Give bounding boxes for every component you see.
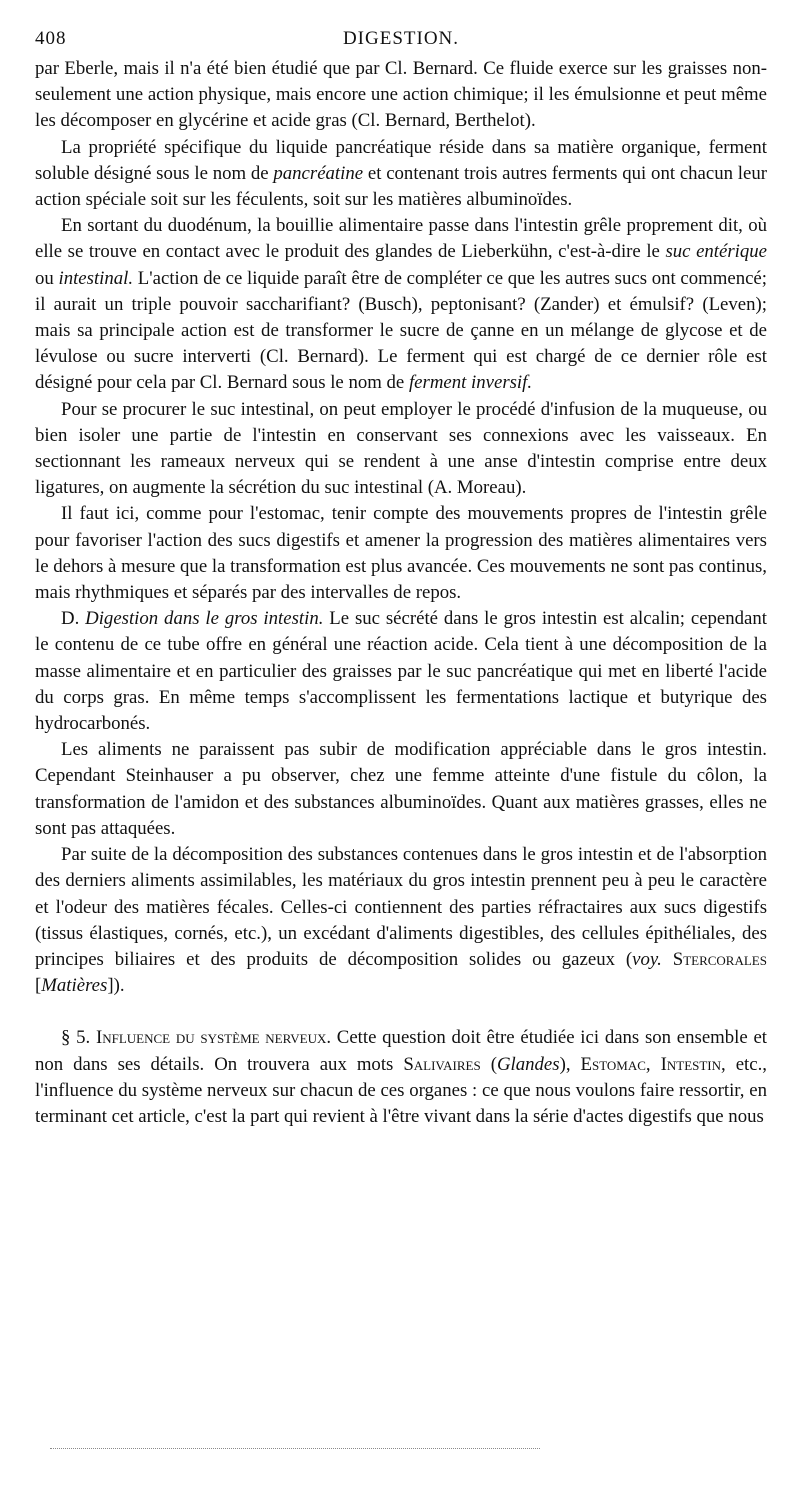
term-ferment-inversif: ferment inversif.	[408, 372, 533, 394]
section-number: § 5.	[61, 1027, 96, 1049]
paragraph-3-text-a: En sortant du duodénum, la bouillie alimentaire passe dans l'intestin grêle proprement dit, où elle se trouve en contact avec le produit des glandes de Lieberkühn, c'est-à-dire le	[35, 215, 767, 263]
term-intestinal: intestinal.	[58, 267, 134, 289]
paragraph-3-text-c: L'action de ce liquide paraît être de compléter ce que les autres sucs ont commencé; il aurait un triple pouvoir saccharifiant? (Busch), peptonisant? (Zander) et émulsif? (Leven); mais sa principale action est de transformer le sucre de çanne en un mélange de glycose et de lévulose ou sucre interverti (Cl. Bernard). Le ferment qui est chargé de ce dernier rôle est désigné pour cela par Cl. Bernard sous le nom de	[35, 267, 767, 394]
paragraph-8-text-b: [	[35, 975, 42, 997]
paragraph-8	[35, 842, 767, 999]
paragraph-7	[35, 737, 767, 842]
cross-ref-matieres: Matières	[41, 975, 108, 997]
section-title: Influence du système nerveux.	[95, 1027, 332, 1049]
cross-ref-stercorales: Stercorales	[661, 948, 767, 970]
subsection-title: Digestion dans le gros intestin.	[85, 608, 324, 630]
paragraph-5-text: Il faut ici, comme pour l'estomac, tenir compte des mouvements propres de l'intestin grêle pour favoriser l'action des sucs digestifs et amener la progression des matières alimentaires vers le dehors à mesure que la transformation est plus avancée. Ces mouvements ne sont pas continus, mais rhythmiques et séparés par des intervalles de repos.	[35, 503, 767, 604]
paragraph-7-text: Les aliments ne paraissent pas subir de modification appréciable dans le gros intestin. Cependant Steinhauser a pu observer, chez une femme atteinte d'une fistule du côlon, la transformation de l'amidon et des substances albuminoïdes. Quant aux matières grasses, elles ne sont pas attaquées.	[35, 739, 767, 839]
paragraph-5	[35, 501, 767, 606]
paragraph-9-text-e: , etc., l'influence du système nerveux sur chacun de ces organes : ce que nous voulons faire ressortir, en terminant cet article, c'est la part qui revient à l'être vivant dans la série d'actes digestifs que nous	[35, 1053, 767, 1127]
paragraph-6-text: Le suc sécrété dans le gros intestin est alcalin; cependant le contenu de ce tube offre en général une réaction acide. Cela tient à une décomposition de la masse alimentaire et en particulier des graisses par le suc pancréatique qui met en liberté l'acide du corps gras. En même temps s'accomplissent les fermentations lactique et butyrique des hydrocarbonés.	[35, 608, 767, 735]
paragraph-2	[35, 135, 767, 214]
term-pancreatine: pancréatine	[273, 162, 364, 184]
paragraph-8-text-c: ]).	[107, 975, 125, 997]
page-number: 408	[35, 28, 67, 49]
paragraph-9-text-d: ,	[645, 1053, 661, 1075]
paragraph-6	[35, 606, 767, 737]
paragraph-2-text-a: La propriété spécifique du liquide pancréatique réside dans sa matière organique, ferment soluble désigné sous le nom de	[35, 136, 767, 184]
abbrev-voy: voy.	[632, 948, 662, 970]
paragraph-1-text: par Eberle, mais il n'a été bien étudié que par Cl. Bernard. Ce fluide exerce sur les graisses non-seulement une action physique, mais encore une action chimique; il les émulsionne et peut même les décomposer en glycérine et acide gras (Cl. Bernard, Berthelot).	[35, 58, 767, 132]
paragraph-2-text-b: et contenant trois autres ferments qui ont chacun leur action spéciale soit sur les féculents, soit sur les matières albuminoïdes.	[35, 162, 767, 211]
running-title: DIGESTION.	[342, 28, 460, 49]
cross-ref-estomac: Estomac	[580, 1053, 646, 1075]
paragraph-9	[35, 1025, 767, 1130]
body-text	[35, 56, 767, 1130]
term-suc-enterique: suc entérique	[665, 241, 767, 263]
paragraph-1	[35, 56, 767, 135]
cross-ref-intestin: Intestin	[660, 1053, 722, 1075]
cross-ref-salivaires: Salivaires	[403, 1053, 481, 1075]
paragraph-3-text-b: ou	[35, 267, 59, 289]
footer-dotted-rule	[50, 1448, 540, 1449]
book-page	[35, 28, 767, 1130]
cross-ref-glandes: Glandes	[496, 1053, 560, 1075]
paragraph-9-text-a: Cette question doit être étudiée ici dans son ensemble et non dans ses détails. On trouvera aux mots	[35, 1027, 768, 1075]
subsection-letter: D.	[61, 608, 86, 630]
paragraph-4-text: Pour se procurer le suc intestinal, on peut employer le procédé d'infusion de la muqueuse, ou bien isoler une partie de l'intestin en conservant ses connexions avec les vaisseaux. En sectionnant les rameaux nerveux qui se rendent à une anse d'intestin comprise entre deux ligatures, on augmente la sécrétion du suc intestinal (A. Moreau).	[35, 398, 767, 499]
running-header	[35, 28, 767, 56]
paragraph-4	[35, 397, 767, 502]
paragraph-3	[35, 213, 767, 396]
paragraph-9-text-b: (	[480, 1053, 497, 1075]
paragraph-9-text-c: ),	[559, 1053, 581, 1075]
paragraph-8-text-a: Par suite de la décomposition des substances contenues dans le gros intestin et de l'absorption des derniers aliments assimilables, les matériaux du gros intestin prennent peu à peu le caractère et l'odeur des matières fécales. Celles-ci contiennent des parties réfractaires aux sucs digestifs (tissus élastiques, cornés, etc.), un excédant d'aliments digestibles, des cellules épithéliales, des principes biliaires et des produits de décomposition solides ou gazeux (	[35, 844, 767, 970]
